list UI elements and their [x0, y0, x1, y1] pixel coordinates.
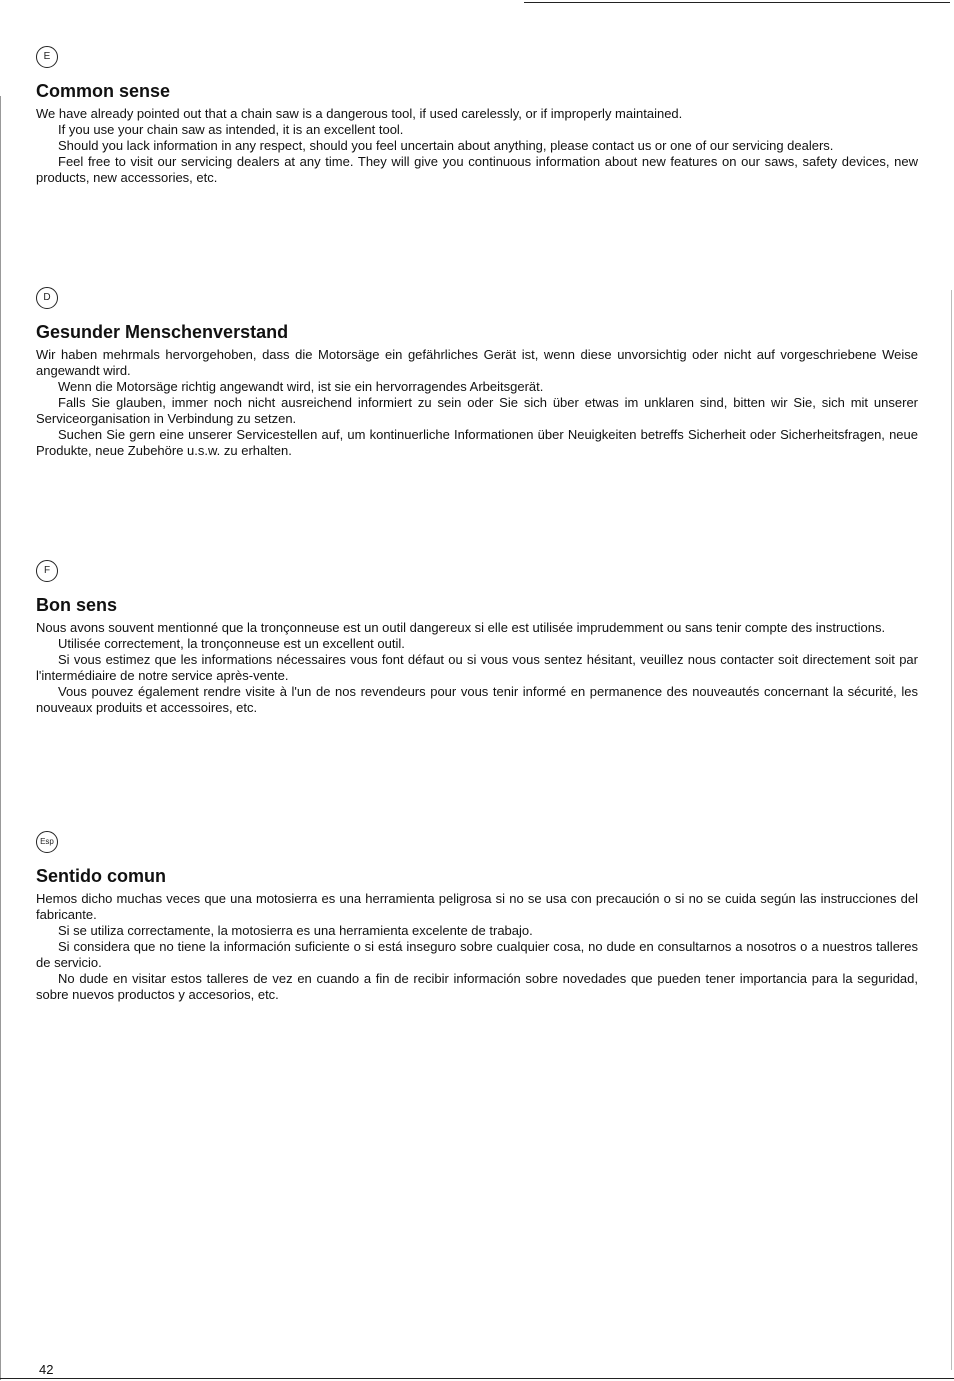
section-paragraph: Nous avons souvent mentionné que la tronçonneuse est un outil dangereux si elle est utilisée imprudemment ou sans tenir compte des instructions.	[36, 620, 886, 635]
section-paragraph: Si vous estimez que les informations nécessaires vous font défaut ou si vous vous sentez hésitant, veuillez nous contacter soit directement soit par l'intermédiaire de notre service après-vente.	[36, 652, 918, 683]
language-badge-esp: Esp	[36, 831, 58, 853]
section-paragraph: Si se utiliza correctamente, la motosierra es una herramienta excelente de trabajo.	[58, 923, 533, 938]
section-german	[36, 287, 918, 459]
section-paragraph: Hemos dicho muchas veces que una motosierra es una herramienta peligrosa si no se usa con precaución o si no se cuida según las instrucciones del fabricante.	[36, 891, 918, 922]
section-paragraph: Should you lack information in any respect, should you feel uncertain about anything, please contact us or one of our servicing dealers.	[58, 138, 834, 153]
right-margin-rule	[951, 290, 952, 1370]
section-paragraph: We have already pointed out that a chain saw is a dangerous tool, if used carelessly, or if improperly maintained.	[36, 106, 683, 121]
section-english	[36, 46, 918, 186]
section-heading: Gesunder Menschenverstand	[36, 322, 289, 342]
section-paragraph: Wir haben mehrmals hervorgehoben, dass die Motorsäge ein gefährliches Gerät ist, wenn diese unvorsichtig oder nicht auf vorgeschriebene Weise angewandt wird.	[36, 347, 918, 378]
section-paragraph: If you use your chain saw as intended, it is an excellent tool.	[58, 122, 404, 137]
section-paragraph: Si considera que no tiene la información suficiente o si está inseguro sobre cualquier cosa, no dude en consultarnos a nosotros o a nuestros talleres de servicio.	[36, 939, 918, 970]
section-paragraph: Falls Sie glauben, immer noch nicht ausreichend informiert zu sein oder Sie sich über etwas im unklaren sind, bitten wir Sie, sich mit unserer Serviceorganisation in Verbindung zu setzen.	[36, 395, 918, 426]
section-heading: Sentido comun	[36, 866, 166, 886]
language-badge-e: E	[36, 46, 58, 68]
language-badge-d: D	[36, 287, 58, 309]
left-margin-rule	[0, 96, 1, 1380]
section-paragraph: Utilisée correctement, la tronçonneuse est un excellent outil.	[58, 636, 405, 651]
section-paragraph: Wenn die Motorsäge richtig angewandt wird, ist sie ein hervorragendes Arbeitsgerät.	[58, 379, 544, 394]
section-paragraph: Vous pouvez également rendre visite à l'un de nos revendeurs pour vous tenir informé en permanence des nouveautés concernant la sécurité, les nouveaux produits et accessoires, etc.	[36, 684, 918, 715]
section-paragraph: Suchen Sie gern eine unserer Servicestellen auf, um kontinuerliche Informationen über Neuigkeiten betreffs Sicherheit oder Sicherheitsfragen, neue Produkte, neue Zubehöre u.s.w. zu erhalten.	[36, 427, 918, 458]
section-spanish	[36, 831, 918, 1003]
section-paragraph: Feel free to visit our servicing dealers at any time. They will give you continuous information about new features on our saws, safety devices, new products, new accessories, etc.	[36, 154, 918, 185]
section-french	[36, 560, 918, 716]
section-paragraph: No dude en visitar estos talleres de vez en cuando a fin de recibir información sobre novedades que pueden tener importancia para la seguridad, sobre nuevos productos y accesorios, etc.	[36, 971, 918, 1002]
section-heading: Bon sens	[36, 595, 118, 615]
bottom-rule	[0, 1378, 954, 1379]
page-number: 42	[39, 1362, 54, 1377]
top-rule	[524, 2, 950, 3]
section-heading: Common sense	[36, 81, 171, 101]
language-badge-f: F	[36, 560, 58, 582]
